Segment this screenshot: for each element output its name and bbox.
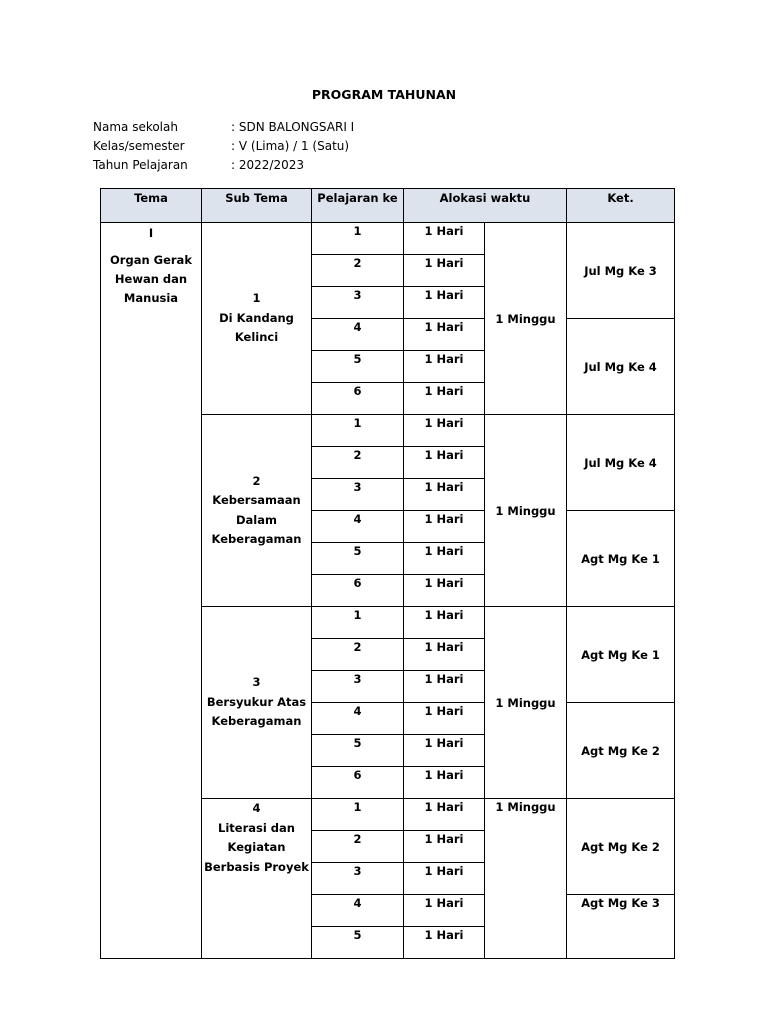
lesson-days: 1 Hari <box>404 255 485 287</box>
tema-cell <box>101 223 202 959</box>
lesson-days: 1 Hari <box>404 767 485 799</box>
lesson-number: 1 <box>312 415 404 447</box>
lesson-days: 1 Hari <box>404 383 485 415</box>
subtema-number: 4 <box>252 801 261 815</box>
lesson-days: 1 Hari <box>404 895 485 927</box>
alokasi-minggu: 1 Minggu <box>485 607 567 799</box>
lesson-number: 4 <box>312 895 404 927</box>
header-alokasi-waktu: Alokasi waktu <box>404 189 567 223</box>
ket-cell: Agt Mg Ke 1 <box>567 511 675 607</box>
lesson-number: 1 <box>312 799 404 831</box>
alokasi-minggu: 1 Minggu <box>485 415 567 607</box>
lesson-number: 4 <box>312 511 404 543</box>
ket-cell: Agt Mg Ke 2 <box>567 799 675 895</box>
document-title: PROGRAM TAHUNAN <box>311 87 457 102</box>
subtema-name-line: Literasi dan <box>218 820 295 835</box>
info-label-class: Kelas/semester <box>93 139 185 153</box>
subtema-name-line: Keberagaman <box>211 532 302 546</box>
subtema-cell <box>202 223 312 415</box>
lesson-days: 1 Hari <box>404 223 485 255</box>
info-value-year: : 2022/2023 <box>231 158 304 172</box>
info-value-class: : V (Lima) / 1 (Satu) <box>231 139 350 153</box>
lesson-number: 1 <box>312 607 404 639</box>
subtema-content <box>202 673 311 732</box>
alokasi-minggu: 1 Minggu <box>485 799 567 959</box>
lesson-number: 4 <box>312 319 404 351</box>
lesson-days: 1 Hari <box>404 319 485 351</box>
tema-name-line: Manusia <box>123 291 179 305</box>
lesson-number: 5 <box>312 927 404 959</box>
header-ket: Ket. <box>567 189 675 223</box>
tema-content <box>101 223 201 308</box>
lesson-days: 1 Hari <box>404 511 485 543</box>
lesson-number: 2 <box>312 447 404 479</box>
lesson-number: 5 <box>312 351 404 383</box>
lesson-days: 1 Hari <box>404 415 485 447</box>
lesson-number: 6 <box>312 575 404 607</box>
tema-number: I <box>148 226 154 240</box>
lesson-number: 2 <box>312 639 404 671</box>
subtema-name-line: Kebersamaan <box>212 493 301 507</box>
header-pelajaran-ke: Pelajaran ke <box>312 189 404 223</box>
subtema-cell <box>202 415 312 607</box>
lesson-number: 5 <box>312 735 404 767</box>
lesson-number: 1 <box>312 223 404 255</box>
lesson-days: 1 Hari <box>404 863 485 895</box>
subtema-content <box>202 799 311 877</box>
lesson-number: 3 <box>312 863 404 895</box>
ket-cell: Agt Mg Ke 2 <box>567 703 675 799</box>
lesson-number: 3 <box>312 671 404 703</box>
table-header-row <box>101 189 675 223</box>
lesson-number: 2 <box>312 831 404 863</box>
lesson-number: 6 <box>312 767 404 799</box>
subtema-name-line: Di Kandang <box>219 310 294 325</box>
lesson-days: 1 Hari <box>404 479 485 511</box>
subtema-content <box>202 289 311 348</box>
lesson-days: 1 Hari <box>404 543 485 575</box>
subtema-number: 2 <box>252 473 261 488</box>
subtema-content <box>202 472 311 550</box>
lesson-number: 4 <box>312 703 404 735</box>
info-label-school: Nama sekolah <box>93 120 178 134</box>
ket-cell: Jul Mg Ke 4 <box>567 415 675 511</box>
lesson-days: 1 Hari <box>404 671 485 703</box>
lesson-days: 1 Hari <box>404 735 485 767</box>
lesson-days: 1 Hari <box>404 703 485 735</box>
lesson-days: 1 Hari <box>404 351 485 383</box>
lesson-days: 1 Hari <box>404 287 485 319</box>
lesson-number: 3 <box>312 479 404 511</box>
lesson-days: 1 Hari <box>404 639 485 671</box>
ket-cell: Jul Mg Ke 4 <box>567 319 675 415</box>
table-body <box>101 223 675 959</box>
table-row <box>101 223 675 255</box>
lesson-number: 2 <box>312 255 404 287</box>
tema-name-line: Organ Gerak <box>110 253 192 267</box>
subtema-number: 1 <box>252 291 261 306</box>
lesson-days: 1 Hari <box>404 447 485 479</box>
subtema-cell <box>202 799 312 959</box>
annual-program-table <box>100 188 675 959</box>
header-tema: Tema <box>101 189 202 223</box>
ket-cell: Agt Mg Ke 3 <box>567 895 675 959</box>
lesson-days: 1 Hari <box>404 799 485 831</box>
lesson-days: 1 Hari <box>404 927 485 959</box>
lesson-number: 6 <box>312 383 404 415</box>
tema-name-line: Hewan dan <box>114 272 188 286</box>
lesson-number: 5 <box>312 543 404 575</box>
alokasi-minggu: 1 Minggu <box>485 223 567 415</box>
lesson-days: 1 Hari <box>404 575 485 607</box>
subtema-name-line: Berbasis Proyek <box>204 859 309 874</box>
subtema-number: 3 <box>252 675 261 690</box>
subtema-name-line: Dalam <box>236 512 277 527</box>
subtema-name-line: Keberagaman <box>211 714 302 729</box>
lesson-days: 1 Hari <box>404 607 485 639</box>
subtema-name-line: Kelinci <box>234 330 279 345</box>
info-label-year: Tahun Pelajaran <box>93 158 188 172</box>
ket-cell: Agt Mg Ke 1 <box>567 607 675 703</box>
ket-cell: Jul Mg Ke 3 <box>567 223 675 319</box>
header-sub-tema: Sub Tema <box>202 189 312 223</box>
subtema-cell <box>202 607 312 799</box>
lesson-number: 3 <box>312 287 404 319</box>
info-value-school: : SDN BALONGSARI I <box>231 120 355 134</box>
subtema-name-line: Kegiatan <box>227 840 286 854</box>
subtema-name-line: Bersyukur Atas <box>206 694 307 709</box>
lesson-days: 1 Hari <box>404 831 485 863</box>
